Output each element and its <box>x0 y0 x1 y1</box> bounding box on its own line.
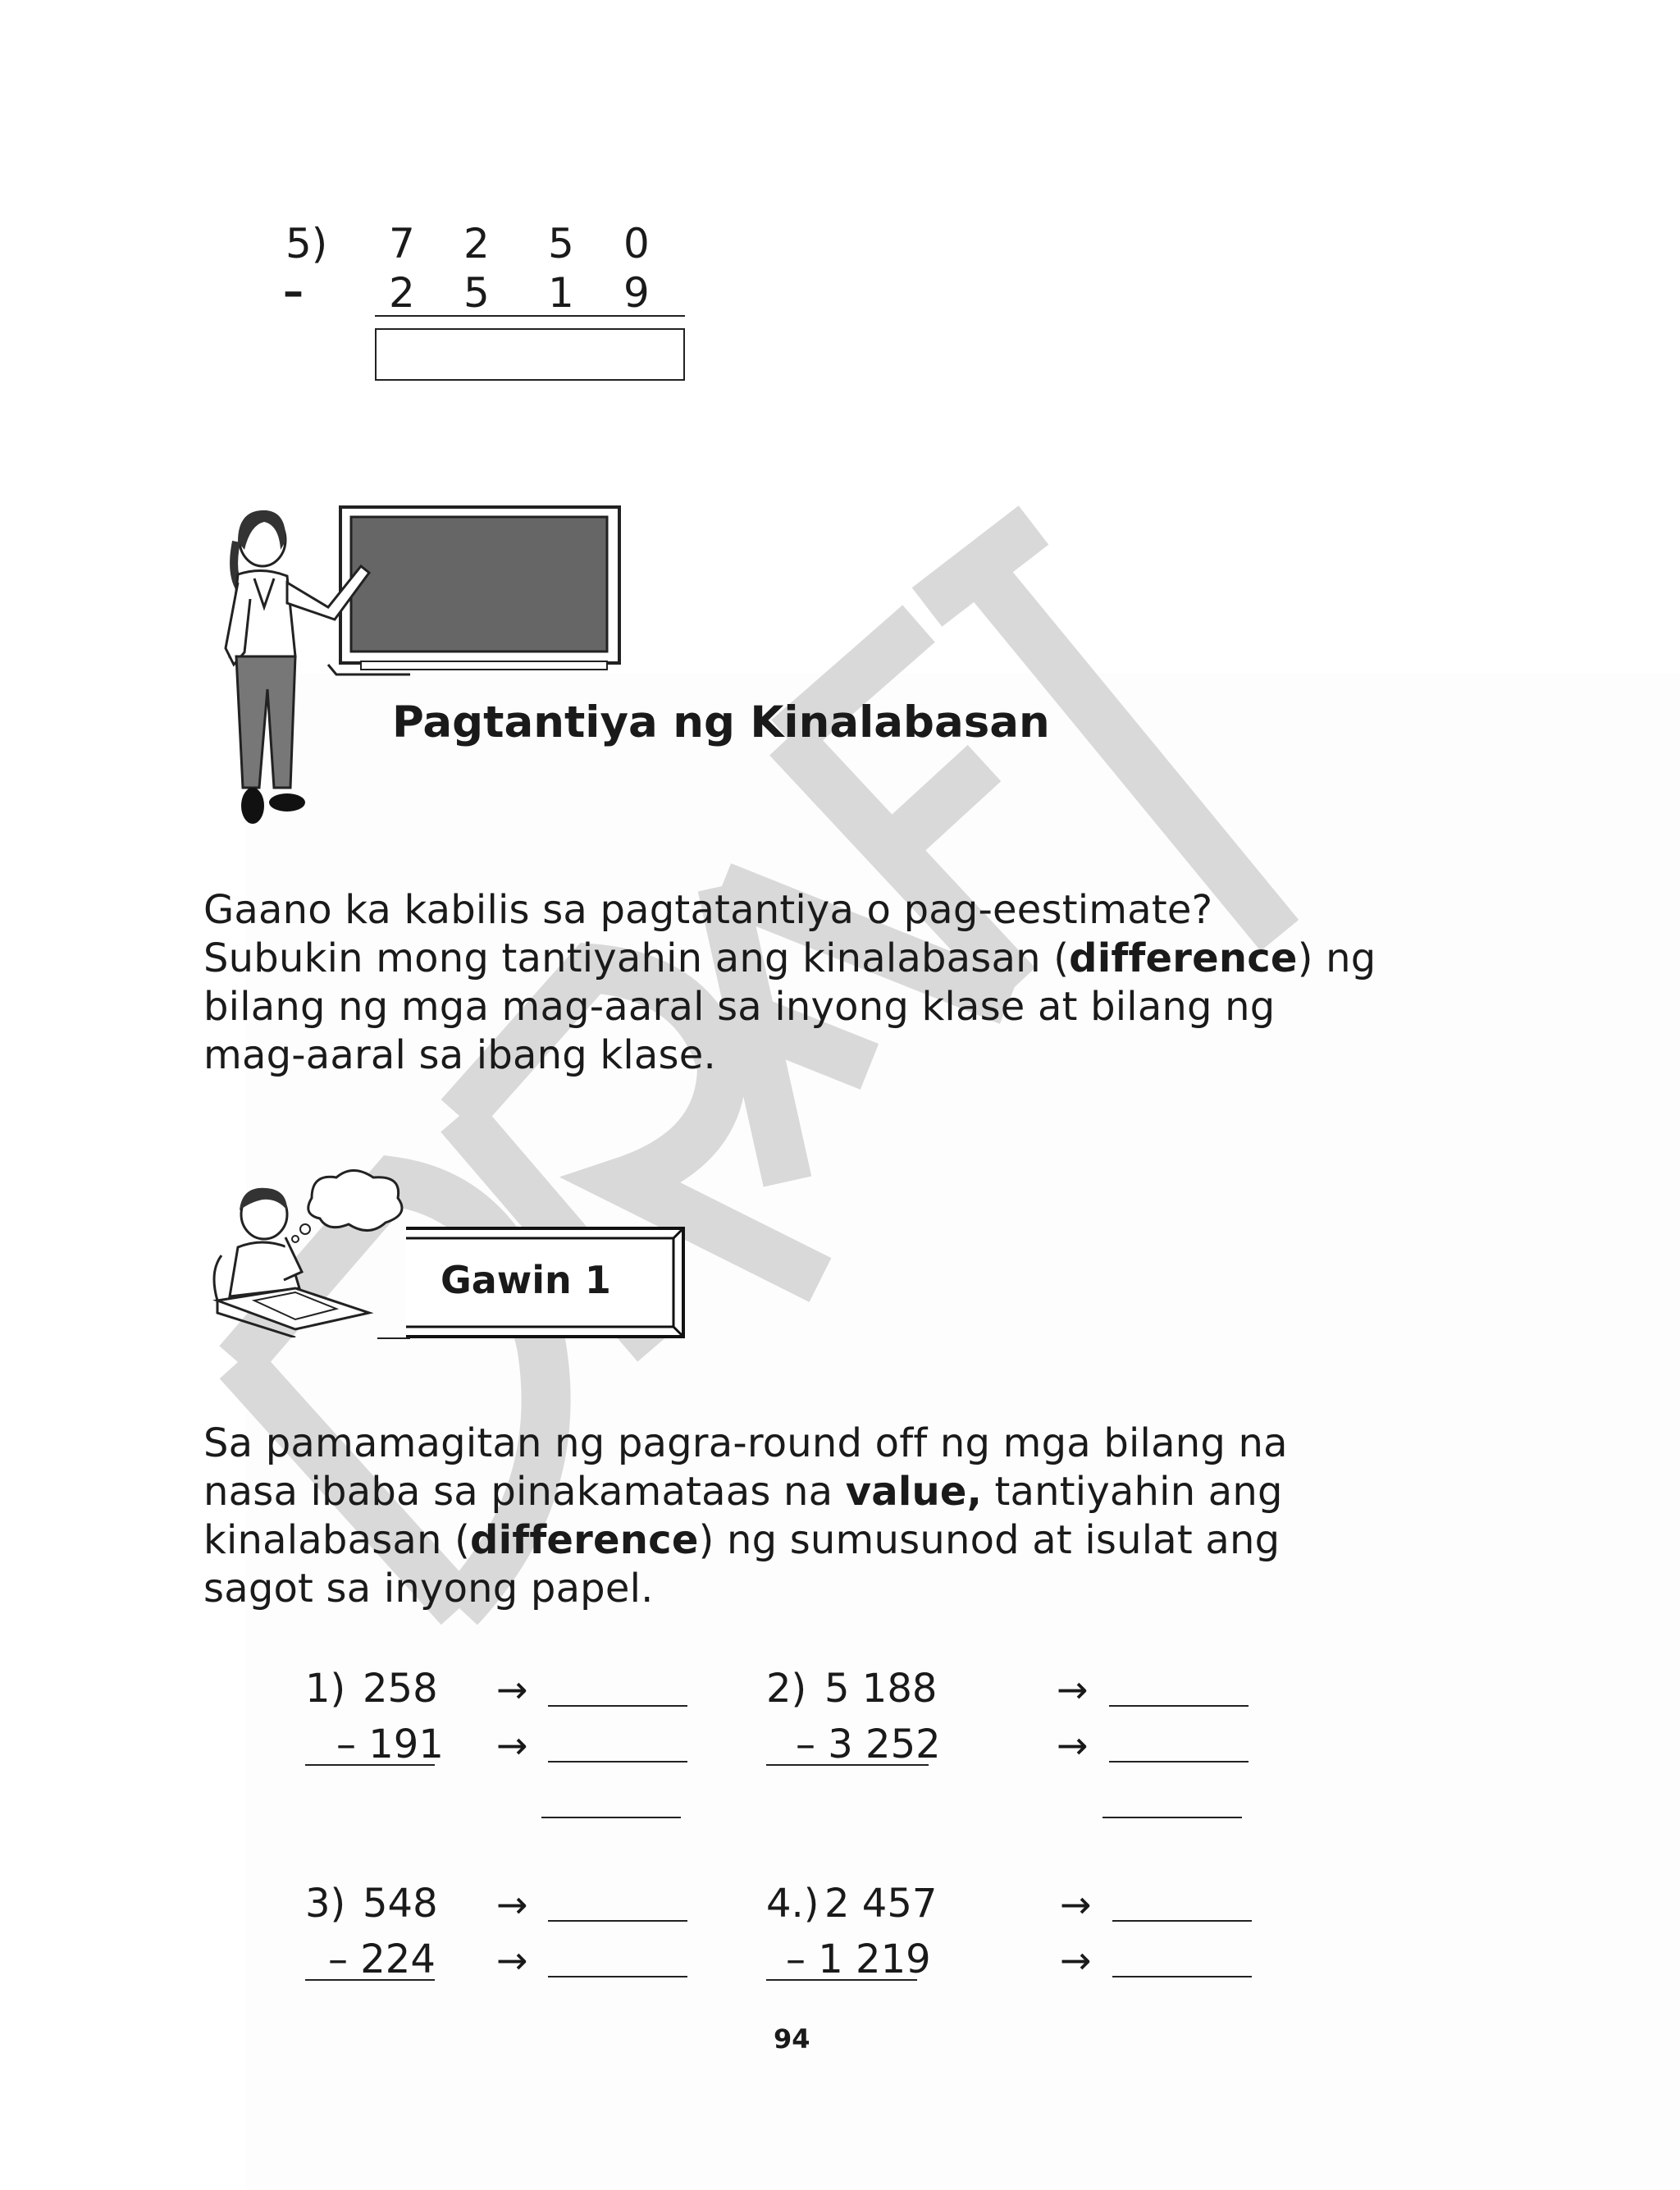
instruction-bold-2: difference <box>470 1517 699 1563</box>
activity-label: Gawin 1 <box>441 1258 611 1302</box>
exercise-2-arrow-top: → <box>1057 1667 1089 1712</box>
exercise-2-arrow-bottom: → <box>1057 1723 1089 1767</box>
exercise-2-label: 2) <box>766 1666 807 1712</box>
exercise-1-blank-answer[interactable] <box>541 1817 681 1818</box>
subtrahend-digit-4: 9 <box>623 269 650 317</box>
exercise-1-bottom: – 191 <box>336 1721 444 1767</box>
page-number: 94 <box>774 2023 810 2055</box>
exercise-4-blank-top[interactable] <box>1112 1920 1252 1922</box>
exercise-3-blank-top[interactable] <box>548 1920 687 1922</box>
exercise-2-bottom: – 3 252 <box>796 1721 941 1767</box>
problem-5-underline <box>375 315 685 317</box>
exercise-2-top: 5 188 <box>824 1666 938 1712</box>
exercise-4-arrow-top: → <box>1060 1882 1092 1927</box>
exercise-4-underline <box>766 1979 917 1981</box>
exercise-3-top: 548 <box>363 1881 438 1927</box>
intro-text-after: ) ng bilang ng mga mag-aaral sa inyong klase at bilang ng mag-aaral sa ibang klase. <box>203 935 1376 1078</box>
intro-text-before: Gaano ka kabilis sa pagtatantiya o pag-eestimate? Subukin mong tantiyahin ang kinalabasan ( <box>203 887 1213 981</box>
exercise-4-top: 2 457 <box>824 1881 938 1927</box>
answer-box[interactable] <box>375 328 685 381</box>
exercise-1-arrow-bottom: → <box>496 1723 528 1767</box>
exercise-3-blank-bottom[interactable] <box>548 1976 687 1977</box>
minuend-digit-2: 2 <box>463 220 490 267</box>
subtrahend-digit-3: 1 <box>548 269 574 317</box>
exercise-2-underline <box>766 1764 929 1766</box>
teacher-chalkboard-illustration <box>205 501 632 845</box>
instruction-bold-1: value, <box>845 1469 983 1515</box>
exercise-1-arrow-top: → <box>496 1667 528 1712</box>
exercise-3-label: 3) <box>305 1881 346 1927</box>
instruction-part-1: Sa pamamagitan ng pagra-round off ng mga bilang na nasa ibaba sa pinakamataas na <box>203 1420 1288 1515</box>
exercise-2-blank-bottom[interactable] <box>1109 1761 1249 1763</box>
instruction-paragraph <box>203 1420 1385 1613</box>
exercise-4-label: 4.) <box>766 1881 819 1927</box>
exercise-3-underline <box>305 1979 435 1981</box>
intro-paragraph <box>203 886 1385 1080</box>
subtrahend-digit-1: 2 <box>389 269 415 317</box>
exercise-3-bottom: – 224 <box>328 1936 436 1982</box>
exercise-1-top: 258 <box>363 1666 438 1712</box>
exercise-2-blank-answer[interactable] <box>1102 1817 1242 1818</box>
instruction-part-2: tantiyahin ang kinalabasan ( <box>203 1469 1283 1563</box>
exercise-1-blank-bottom[interactable] <box>548 1761 687 1763</box>
exercise-2-blank-top[interactable] <box>1109 1705 1249 1707</box>
exercise-1-underline <box>305 1764 435 1766</box>
instruction-part-3: ) ng sumusunod at isulat ang sagot sa inyong papel. <box>203 1517 1281 1612</box>
intro-bold-term: difference <box>1069 935 1298 981</box>
activity-banner <box>406 1227 685 1338</box>
subtrahend-digit-2: 5 <box>463 269 490 317</box>
exercise-1-label: 1) <box>305 1666 346 1712</box>
exercise-4-arrow-bottom: → <box>1060 1938 1092 1982</box>
exercise-3-arrow-top: → <box>496 1882 528 1927</box>
thinking-student-illustration <box>205 1165 410 1337</box>
exercise-4-blank-bottom[interactable] <box>1112 1976 1252 1977</box>
banner-baseline <box>377 1337 410 1339</box>
minuend-digit-4: 0 <box>623 220 650 267</box>
minus-operator: – <box>283 267 304 315</box>
problem-5-label: 5) <box>285 220 328 267</box>
exercise-3-arrow-bottom: → <box>496 1938 528 1982</box>
section-title: Pagtantiya ng Kinalabasan <box>392 697 1050 748</box>
minuend-digit-1: 7 <box>389 220 415 267</box>
minuend-digit-3: 5 <box>548 220 574 267</box>
exercise-4-bottom: – 1 219 <box>786 1936 931 1982</box>
exercise-1-blank-top[interactable] <box>548 1705 687 1707</box>
